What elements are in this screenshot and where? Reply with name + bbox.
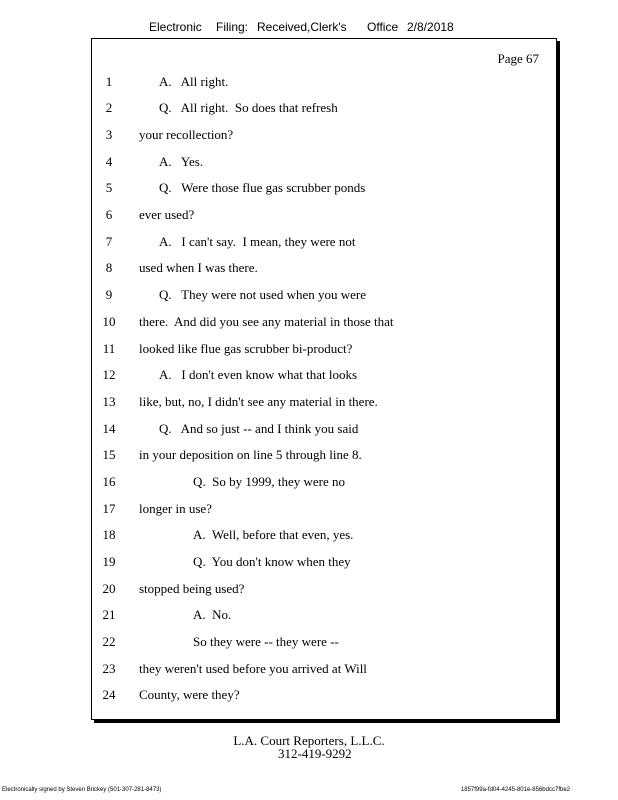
line-text: they weren't used before you arrived at Will (139, 661, 367, 676)
line-text: A. All right. (159, 74, 229, 89)
line-number: 5 (105, 180, 113, 195)
line-number: 11 (102, 341, 116, 356)
transcript-line (92, 232, 556, 252)
line-text: Q. They were not used when you were (159, 287, 366, 302)
line-text: A. Yes. (159, 154, 204, 169)
line-number: 20 (102, 581, 116, 596)
line-number: 14 (102, 421, 116, 436)
line-text: in your deposition on line 5 through line 8. (139, 447, 362, 462)
line-text: used when I was there. (139, 260, 258, 275)
transcript-line (92, 499, 556, 519)
line-number: 17 (102, 501, 116, 516)
header-filing: Filing: (216, 20, 249, 34)
line-text: A. I can't say. I mean, they were not (159, 234, 356, 249)
transcript-line (92, 72, 556, 92)
transcript-line (92, 605, 556, 625)
line-text: Q. All right. So does that refresh (159, 100, 338, 115)
transcript-line (92, 685, 556, 705)
transcript-line (92, 178, 556, 198)
line-number: 6 (105, 207, 113, 222)
transcript-line (92, 205, 556, 225)
line-text: A. I don't even know what that looks (159, 367, 358, 382)
transcript-line (92, 258, 556, 278)
line-number: 21 (102, 607, 116, 622)
line-text: like, but, no, I didn't see any material in there. (139, 394, 378, 409)
transcript-line (92, 152, 556, 172)
transcript-line (92, 659, 556, 679)
line-number: 22 (102, 634, 116, 649)
line-text: your recollection? (139, 127, 234, 142)
line-text: A. Well, before that even, yes. (193, 527, 354, 542)
line-number: 3 (105, 127, 113, 142)
transcript-line (92, 125, 556, 145)
reporter-company: L.A. Court Reporters, L.L.C. (233, 733, 385, 748)
line-number: 9 (105, 287, 113, 302)
line-number: 13 (102, 394, 116, 409)
transcript-line (92, 445, 556, 465)
transcript-line (92, 472, 556, 492)
transcript-line (92, 312, 556, 332)
line-number: 1 (105, 74, 113, 89)
transcript-line (92, 525, 556, 545)
line-number: 16 (102, 474, 116, 489)
header-received: Received,Clerk's (257, 20, 347, 34)
line-text: Q. You don't know when they (193, 554, 351, 569)
line-text: ever used? (139, 207, 195, 222)
line-text: So they were -- they were -- (193, 634, 339, 649)
page-number: Page 67 (497, 51, 539, 66)
header-date: 2/8/2018 (407, 20, 454, 34)
document-id: 1857f99a-fd04-4245-801e-856bdcc7fbe2 (460, 787, 570, 793)
line-number: 23 (102, 661, 116, 676)
line-text: Q. So by 1999, they were no (193, 474, 346, 489)
line-number: 19 (102, 554, 116, 569)
transcript-line (92, 365, 556, 385)
line-number: 15 (102, 447, 116, 462)
filing-header (0, 20, 618, 36)
line-text: there. And did you see any material in those that (139, 314, 394, 329)
line-number: 8 (105, 260, 113, 275)
line-text: County, were they? (139, 687, 240, 702)
transcript-line (92, 579, 556, 599)
transcript-line (92, 632, 556, 652)
line-number: 4 (105, 154, 113, 169)
line-number: 18 (102, 527, 116, 542)
line-text: A. No. (193, 607, 232, 622)
line-number: 2 (105, 100, 113, 115)
transcript-line (92, 339, 556, 359)
line-number: 10 (102, 314, 116, 329)
transcript-line (92, 98, 556, 118)
header-electronic: Electronic (149, 20, 202, 34)
line-number: 24 (102, 687, 116, 702)
line-text: Q. Were those flue gas scrubber ponds (159, 180, 366, 195)
transcript-line (92, 552, 556, 572)
transcript-line (92, 419, 556, 439)
line-number: 12 (102, 367, 116, 382)
transcript-line (92, 392, 556, 412)
line-text: Q. And so just -- and I think you said (159, 421, 359, 436)
line-text: longer in use? (139, 501, 212, 516)
line-text: looked like flue gas scrubber bi-product? (139, 341, 353, 356)
line-text: stopped being used? (139, 581, 245, 596)
reporter-phone: 312-419-9292 (278, 746, 352, 761)
electronic-signature: Electronically signed by Steven Brickey (501-307-281-8473) (2, 787, 162, 793)
transcript-line (92, 285, 556, 305)
header-office: Office (367, 20, 399, 34)
line-number: 7 (105, 234, 113, 249)
transcript-page (91, 38, 557, 720)
